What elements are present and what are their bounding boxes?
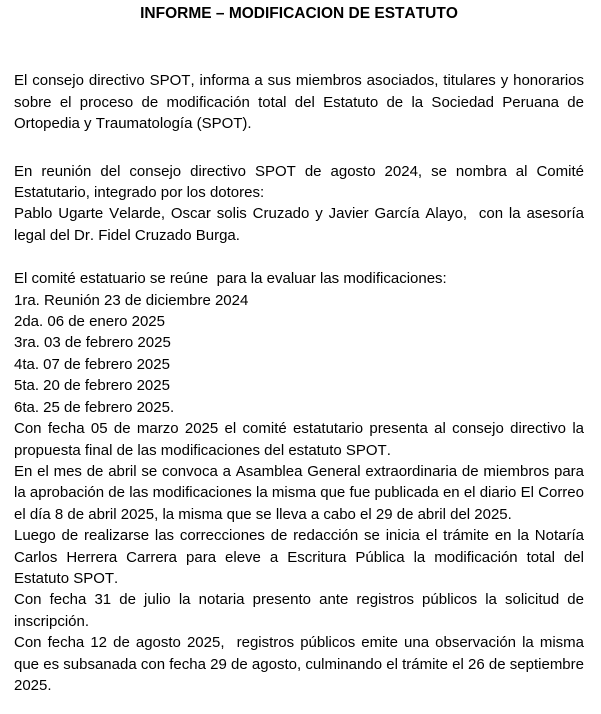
meeting-list-item: 4ta. 07 de febrero 2025	[14, 355, 170, 373]
paragraph-registros: Con fecha 31 de julio la notaria presento ante registros públicos la solicitud de inscripción.	[14, 591, 589, 630]
meetings-section	[14, 268, 584, 418]
meetings-heading: El comité estatuario se reúne para la evaluar las modificaciones:	[14, 270, 447, 288]
meeting-list-item: 6ta. 25 de febrero 2025.	[14, 398, 175, 416]
paragraph-asamblea: En el mes de abril se convoca a Asamblea General extraordinaria de miembros para la aprobación de las modificaciones la misma que fue publicada en el diario El Correo el día 8 de abril 2025, la misma que se lleva a cabo el 29 de abril del 2025.	[14, 462, 589, 523]
paragraph-comite-nombramiento: En reunión del consejo directivo SPOT de agosto 2024, se nombra al Comité Estatutario, integrado por los dotores:	[14, 162, 589, 202]
paragraph-observacion: Con fecha 12 de agosto 2025, registros públicos emite una observación la misma que es subsanada con fecha 29 de agosto, culminando el trámite el 26 de septiembre 2025.	[14, 634, 589, 694]
paragraph-comite-integrantes: Pablo Ugarte Velarde, Oscar solis Cruzado y Javier García Alayo, con la asesoría legal del Dr. Fidel Cruzado Burga.	[14, 205, 589, 244]
paragraph-notaria: Luego de realizarse las correcciones de redacción se inicia el trámite en la Notaría Carlos Herrera Carrera para eleve a Escritura Pública la modificación total del Estatuto SPOT.	[14, 527, 589, 587]
meeting-list-item: 5ta. 20 de febrero 2025	[14, 377, 170, 395]
paragraph-intro: El consejo directivo SPOT, informa a sus miembros asociados, titulares y honorarios sobre el proceso de modificación total del Estatuto de la Sociedad Peruana de Ortopedia y Traumatología (SPOT).	[14, 72, 589, 133]
meeting-list-item: 2da. 06 de enero 2025	[14, 313, 165, 331]
document-title: INFORME – MODIFICACION DE ESTATUTO	[140, 5, 458, 22]
document-page	[14, 3, 589, 696]
meeting-list-item: 1ra. Reunión 23 de diciembre 2024	[14, 291, 249, 309]
paragraph-propuesta-final: Con fecha 05 de marzo 2025 el comité estatutario presenta al consejo directivo la propuesta final de las modificaciones del estatuto SPOT.	[14, 420, 589, 459]
meeting-list-item: 3ra. 03 de febrero 2025	[14, 334, 171, 352]
